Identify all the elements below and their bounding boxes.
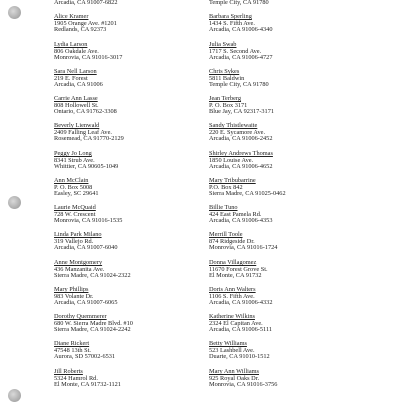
contact-name: Dorothy Quemmerer: [54, 313, 107, 320]
contact-name: Carrie Ann Lasse: [54, 95, 98, 102]
address-entry: [54, 69, 103, 89]
address-entry: [54, 96, 117, 116]
address-entry: [209, 151, 273, 171]
address-line: 436 Manzanita Ave.: [54, 265, 105, 273]
address-entry: [209, 96, 274, 116]
address-line: Monrovia, CA 91016-3017: [54, 54, 123, 62]
contact-name: Katherine Wilkins: [209, 313, 255, 320]
contact-name: Sandy Thistlewaite: [209, 122, 258, 129]
contact-name: Lydia Larson: [54, 41, 88, 48]
address-entry: [209, 69, 269, 89]
address-line: Sierra Madre, CA 91024-2242: [54, 326, 131, 334]
address-line: 8341 Strub Ave.: [54, 156, 95, 164]
address-entry: [209, 287, 272, 307]
address-entry: [54, 260, 131, 280]
address-line: Rosemead, CA 91770-2129: [54, 135, 124, 143]
contact-name: Jean Terberg: [209, 95, 242, 102]
address-entry: [209, 314, 272, 334]
address-entry: [209, 369, 277, 389]
address-line: 523 Lashbell Ave.: [209, 346, 255, 354]
address-line: 219 E. Forest: [54, 74, 88, 82]
contact-name: Mary Phillips: [54, 286, 89, 293]
address-entry: [209, 0, 269, 7]
contact-name: Donna Villagomez: [209, 259, 257, 266]
address-line: P. O. Box 5008: [54, 183, 93, 191]
address-line: 424 East Pamela Rd.: [209, 210, 262, 218]
address-line: 983 Volante Dr.: [54, 292, 94, 300]
address-line: Monrovia, CA 91016-1535: [54, 217, 123, 225]
address-line: 1905 Orange Ave. #1201: [54, 19, 117, 27]
address-line: Arcadia, CA 91006-5111: [209, 326, 273, 334]
address-line: Arcadia, CA 91007-6040: [54, 244, 118, 252]
contact-name: Billie Tuno: [209, 204, 238, 211]
address-line: Sierra Madre, CA 91025-0462: [209, 190, 286, 198]
contact-name: Anne Montgomery: [54, 259, 103, 266]
address-line: Temple City, CA 91780: [209, 81, 269, 89]
contact-name: Chris Sykes: [209, 68, 240, 75]
address-entry: [209, 178, 286, 198]
contact-name: Beverly Lienwald: [54, 122, 100, 129]
contact-name: Mary Ann Williams: [209, 368, 260, 375]
address-line: 319 Vallejo Rd.: [54, 237, 94, 245]
address-line: Temple City, CA 91780: [209, 0, 269, 6]
address-line: 47548 13th St.: [54, 346, 91, 354]
address-entry: [209, 341, 270, 361]
address-line: 1434 S. Fifth Ave.: [209, 19, 255, 27]
address-entry: [54, 341, 115, 361]
address-line: 925 Royal Oaks Dr.: [209, 374, 260, 382]
contact-name: Doris Ann Walters: [209, 286, 256, 293]
punch-hole-top: [8, 6, 21, 19]
address-entry: [54, 151, 118, 171]
address-entry: [54, 369, 121, 389]
contact-name: Diane Rickert: [54, 340, 90, 347]
address-line: Whittier, CA 90605-1049: [54, 163, 119, 171]
address-line: Monrovia, CA 91016-3756: [209, 381, 278, 389]
contact-name: Betty Williams: [209, 340, 247, 347]
address-line: 220 E. Sycamore Ave.: [209, 128, 266, 136]
address-entry: [54, 205, 122, 225]
contact-name: Barbara Sperling: [209, 13, 252, 20]
address-line: 806 Oakdale Ave.: [54, 47, 99, 55]
address-line: Aurora, SD 57002-6531: [54, 353, 116, 361]
address-line: 5324 Hamrol Rd.: [54, 374, 98, 382]
address-line: Arcadia, CA 91006-4652: [209, 163, 273, 171]
address-entry: [54, 14, 117, 34]
address-line: Monrovia, CA 91016-1724: [209, 244, 278, 252]
address-entry: [209, 205, 272, 225]
address-line: 874 Ridgeside Dr.: [209, 237, 255, 245]
address-entry: [54, 123, 124, 143]
address-entry: [209, 260, 268, 280]
address-line: Arcadia, CA 91006-2452: [209, 135, 273, 143]
contact-name: Alice Kramer: [54, 13, 89, 20]
contact-name: Sara Nell Larson: [54, 68, 97, 75]
address-line: 1717 S. Second Ave.: [209, 47, 262, 55]
address-line: Redlands, CA 92373: [54, 26, 107, 34]
contact-name: Linda Park Milano: [54, 231, 102, 238]
contact-name: Ann McClain: [54, 177, 89, 184]
address-line: 1850 Louise Ave.: [209, 156, 254, 164]
contact-name: Laurie McQuaid: [54, 204, 96, 211]
address-line: 2324 El Capitan Ave.: [209, 319, 263, 327]
address-line: 680 W. Sierra Madre Blvd. #10: [54, 319, 133, 327]
address-line: Arcadia, CA 91006-4727: [209, 54, 273, 62]
address-entry: [209, 42, 272, 62]
address-entry: [54, 287, 117, 307]
address-entry: [54, 178, 99, 198]
address-entry: [209, 14, 272, 34]
address-entry: [209, 123, 272, 143]
contact-name: Merrill Toole: [209, 231, 243, 238]
address-entry: [54, 232, 117, 252]
contact-name: Julia Swab: [209, 41, 237, 48]
contact-name: Mary Tribubarrine: [209, 177, 256, 184]
address-line: 5811 Baldwin: [209, 74, 245, 82]
address-line: 808 Hollowell St.: [54, 101, 99, 109]
punch-hole-middle: [8, 196, 21, 209]
address-line: El Monte, CA 91732-1121: [54, 381, 121, 389]
address-line: Sierra Madre, CA 91024-2322: [54, 272, 131, 280]
address-entry: [54, 42, 122, 62]
address-line: El Monte, CA 91732: [209, 272, 262, 280]
address-line: P.O. Box 842: [209, 183, 243, 191]
address-line: Arcadia, CA 91007-6065: [54, 299, 118, 307]
address-line: Ontario, CA 91762-3308: [54, 108, 117, 116]
address-line: Easley, SC 29641: [54, 190, 99, 198]
address-line: 2409 Falling Leaf Ave.: [54, 128, 112, 136]
address-line: 1106 S. Fifth Ave.: [209, 292, 255, 300]
address-line: Arcadia, CA 91007-6822: [54, 0, 118, 6]
address-line: Arcadia, CA 91006-4340: [209, 26, 273, 34]
address-line: P. O. Box 3171: [209, 101, 248, 109]
address-line: Blue Jay, CA 92317-3171: [209, 108, 275, 116]
punch-hole-bottom: [8, 389, 21, 402]
address-entry: [54, 314, 133, 334]
contact-name: Jill Roberts: [54, 368, 83, 375]
address-entry: [54, 0, 117, 7]
address-line: Arcadia, CA 91006-4353: [209, 217, 273, 225]
contact-name: Shirley Andrews Thomas: [209, 150, 273, 157]
address-line: Duarte, CA 91010-1512: [209, 353, 270, 361]
address-line: Arcadia, CA 91006: [54, 81, 103, 89]
address-entry: [209, 232, 277, 252]
address-line: Arcadia, CA 91006-4332: [209, 299, 273, 307]
address-line: 11670 Forest Grove St.: [209, 265, 268, 273]
address-line: 728 W. Crescent: [54, 210, 96, 218]
contact-name: Peggy Jo Long: [54, 150, 92, 157]
